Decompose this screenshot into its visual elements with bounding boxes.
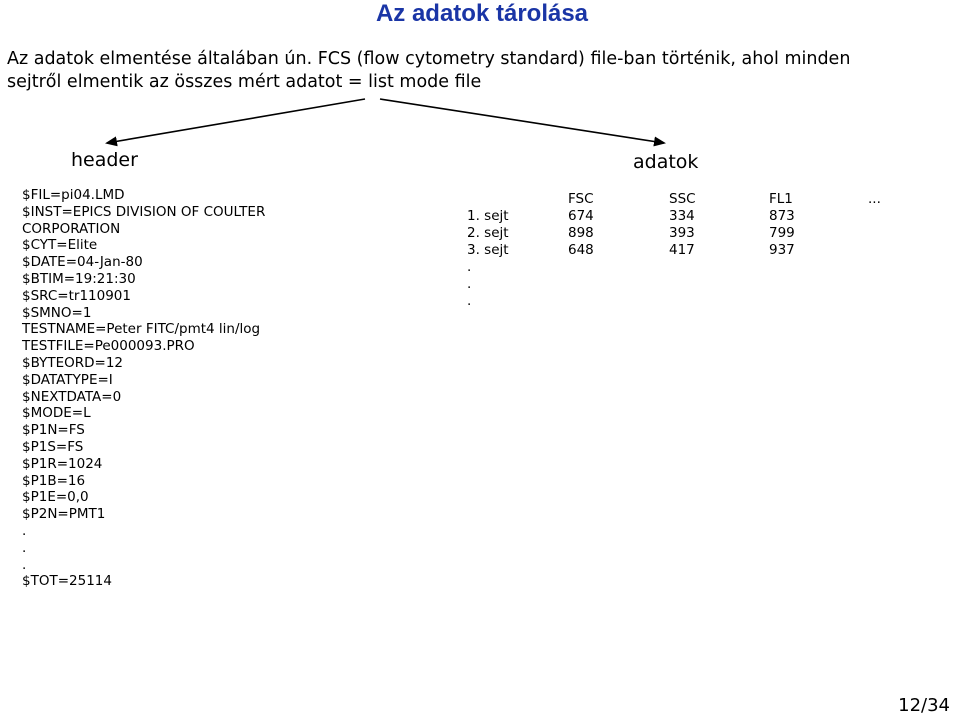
table-cell: 799 [769,225,795,241]
table-cell: 674 [568,208,594,224]
ellipsis-dot: . [467,259,472,275]
page-number: 12/34 [898,695,950,716]
header-line: $FIL=pi04.LMD [22,187,125,203]
header-line: $BYTEORD=12 [22,354,124,371]
table-cell: 334 [669,208,695,224]
header-line: $MODE=L [22,405,91,422]
table-cell: 898 [568,225,594,241]
header-line: $CYT=Elite [22,237,98,254]
header-line: $P1N=FS [22,422,85,439]
ellipsis-dot: . [467,276,472,292]
header-line: $DATATYPE=I [22,371,113,388]
header-line: $P1E=0,0 [22,489,89,506]
table-cell: 873 [769,208,795,224]
header-line: $P1B=16 [22,472,86,489]
intro-line: sejtről elmentik az összes mért adatot = list mode file [7,72,482,92]
row-label: 2. sejt [467,225,509,241]
table-cell: 937 [769,242,795,258]
header-line: $NEXTDATA=0 [22,388,122,405]
header-line: . [22,522,27,539]
header-line: $P2N=PMT1 [22,506,106,523]
row-label: 1. sejt [467,208,509,224]
header-line: $DATE=04-Jan-80 [22,254,143,271]
header-line: $P1S=FS [22,438,84,455]
ellipsis-dot: . [467,293,472,309]
intro-line: Az adatok elmentése általában ún. FCS (flow cytometry standard) file-ban történik, ahol minden [7,49,851,69]
table-cell: 393 [669,225,695,241]
header-line: $P1R=1024 [22,455,103,472]
header-line: $BTIM=19:21:30 [22,270,136,287]
data-label: adatok [633,151,699,173]
row-label: 3. sejt [467,242,509,258]
header-line: $TOT=25114 [22,573,112,590]
header-line: . [22,539,27,556]
column-header: SSC [669,191,696,207]
page-title: Az adatok tárolása [375,0,589,27]
header-line: $INST=EPICS DIVISION OF COULTER [22,203,266,220]
header-label: header [71,149,138,171]
table-cell: 648 [568,242,594,258]
table-cell: 417 [669,242,695,258]
column-header: ... [868,191,881,207]
header-line: . [22,556,27,573]
header-line: TESTNAME=Peter FITC/pmt4 lin/log [22,321,261,338]
header-line: $SMNO=1 [22,304,92,321]
column-header: FL1 [769,191,793,207]
column-header: FSC [568,191,594,207]
header-line: CORPORATION [22,220,121,237]
header-line: TESTFILE=Pe000093.PRO [22,338,195,355]
header-line: $SRC=tr110901 [22,287,131,304]
